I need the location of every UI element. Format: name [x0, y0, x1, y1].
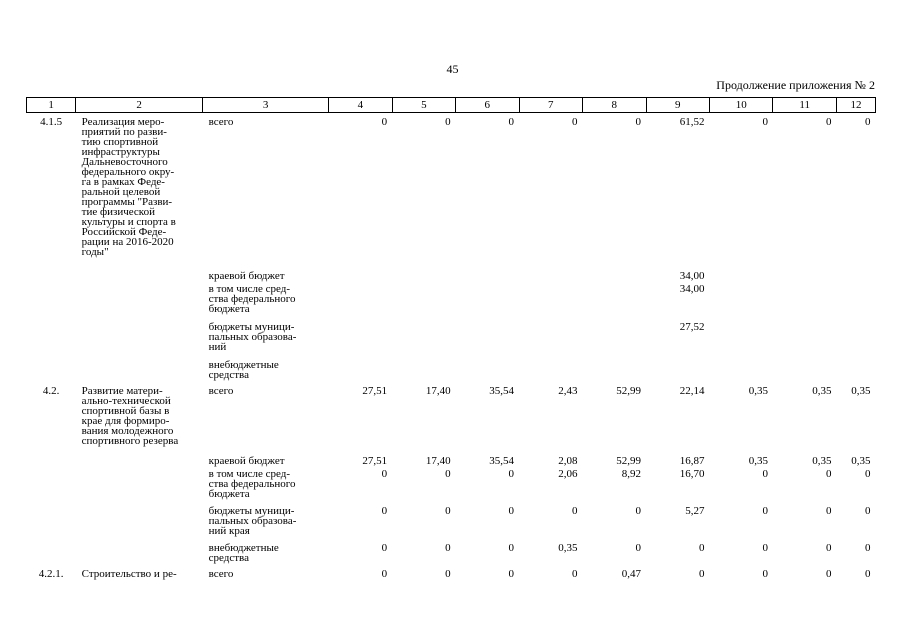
- value-cell: 0: [381, 567, 388, 580]
- value-cell: 0: [762, 467, 768, 480]
- value-cell: 0: [635, 504, 642, 517]
- budget-table: [26, 97, 876, 583]
- row-code: [27, 360, 76, 386]
- col-header: 10: [710, 98, 773, 113]
- value-cell: [583, 322, 646, 360]
- row-name: [76, 271, 203, 284]
- table-row: [27, 386, 876, 456]
- value-cell: 0: [508, 504, 515, 517]
- value-cell: 0: [381, 467, 388, 480]
- col-header: 7: [519, 98, 582, 113]
- value-cell: 17,40: [425, 454, 451, 467]
- value-cell: 0: [865, 116, 871, 128]
- value-cell: 0: [699, 567, 705, 580]
- funding-source: краевой бюджет: [208, 269, 285, 282]
- table-row: [27, 456, 876, 469]
- value-cell: 0: [825, 504, 832, 517]
- value-cell: [710, 322, 773, 360]
- value-cell: [583, 271, 646, 284]
- value-cell: 0: [508, 541, 515, 554]
- col-header: 9: [646, 98, 709, 113]
- value-cell: 0,35: [812, 384, 832, 397]
- value-cell: 0,35: [748, 384, 768, 397]
- table-row: [27, 543, 876, 569]
- value-cell: 0: [865, 541, 871, 554]
- value-cell: [392, 322, 455, 360]
- value-cell: [519, 360, 582, 386]
- funding-source: бюджеты муници- пальных образова- ний края: [208, 504, 297, 537]
- value-cell: [836, 284, 875, 322]
- value-cell: [710, 360, 773, 386]
- value-cell: 35,54: [489, 454, 515, 467]
- page-number: 45: [446, 62, 459, 76]
- col-header: 8: [583, 98, 646, 113]
- row-name: [76, 284, 203, 322]
- table-row: [27, 284, 876, 322]
- col-header: 1: [27, 98, 76, 113]
- funding-source: всего: [208, 384, 234, 397]
- value-cell: [329, 360, 392, 386]
- col-header: 5: [392, 98, 455, 113]
- row-code: 4.1.5: [40, 116, 63, 128]
- value-cell: [836, 322, 875, 360]
- value-cell: 0: [381, 116, 388, 128]
- row-code: [27, 543, 76, 569]
- value-cell: 2,08: [558, 454, 578, 467]
- funding-source: внебюджетные средства: [208, 358, 279, 381]
- col-header: 3: [203, 98, 329, 113]
- value-cell: 0,35: [748, 454, 768, 467]
- value-cell: 27,51: [362, 454, 388, 467]
- value-cell: 61,52: [679, 116, 705, 128]
- value-cell: 35,54: [489, 384, 515, 397]
- value-cell: 0: [445, 567, 451, 580]
- value-cell: 0,35: [558, 541, 578, 554]
- value-cell: 0: [572, 504, 578, 517]
- value-cell: [392, 284, 455, 322]
- value-cell: [773, 360, 836, 386]
- value-cell: 16,70: [679, 467, 705, 480]
- value-cell: [456, 271, 519, 284]
- value-cell: 0: [572, 567, 578, 580]
- value-cell: 22,14: [679, 384, 705, 397]
- row-name: [76, 322, 203, 360]
- value-cell: [519, 271, 582, 284]
- col-header: 6: [456, 98, 519, 113]
- value-cell: 34,00: [679, 269, 705, 282]
- value-cell: 0: [699, 541, 705, 554]
- value-cell: [519, 322, 582, 360]
- row-name: Строительство и ре-: [81, 567, 177, 580]
- value-cell: 52,99: [616, 384, 642, 397]
- value-cell: 0: [445, 116, 451, 128]
- row-name: Развитие матери- ально-технической спортивной базы в крае для формиро- вания молодежного спортивного резерва: [81, 384, 179, 447]
- value-cell: [329, 271, 392, 284]
- value-cell: [836, 360, 875, 386]
- value-cell: [710, 271, 773, 284]
- funding-source: в том числе сред- ства федерального бюджета: [208, 282, 296, 315]
- value-cell: [583, 284, 646, 322]
- table-row: [27, 569, 876, 583]
- header-row: [27, 98, 876, 113]
- row-name: [76, 360, 203, 386]
- value-cell: 0: [762, 541, 768, 554]
- value-cell: [773, 271, 836, 284]
- value-cell: 0: [445, 541, 451, 554]
- value-cell: 0: [508, 467, 515, 480]
- value-cell: 0: [865, 567, 871, 580]
- value-cell: 0: [865, 504, 871, 517]
- funding-source: в том числе сред- ства федерального бюджета: [208, 467, 296, 500]
- row-code: [27, 456, 76, 469]
- col-header: 2: [76, 98, 203, 113]
- value-cell: 0: [508, 567, 515, 580]
- value-cell: 0: [762, 567, 768, 580]
- table-row: [27, 506, 876, 543]
- continuation-note: Продолжение приложения № 2: [716, 78, 875, 92]
- table-row: [27, 360, 876, 386]
- value-cell: 0: [635, 541, 642, 554]
- value-cell: [456, 284, 519, 322]
- funding-source: всего: [208, 567, 234, 580]
- row-code: [27, 284, 76, 322]
- table-row: [27, 113, 876, 271]
- row-code: 4.2.: [42, 384, 60, 397]
- value-cell: 0: [445, 467, 451, 480]
- value-cell: 0: [381, 541, 388, 554]
- value-cell: [392, 271, 455, 284]
- row-code: [27, 322, 76, 360]
- value-cell: 0,35: [851, 384, 871, 397]
- value-cell: 0: [508, 116, 515, 128]
- value-cell: [773, 322, 836, 360]
- funding-source: бюджеты муници- пальных образова- ний: [208, 320, 297, 353]
- value-cell: [519, 284, 582, 322]
- value-cell: [456, 322, 519, 360]
- row-name: [76, 469, 203, 506]
- table-row: [27, 271, 876, 284]
- value-cell: 0: [825, 567, 832, 580]
- col-header: 11: [773, 98, 836, 113]
- value-cell: 0: [825, 467, 832, 480]
- value-cell: 27,51: [362, 384, 388, 397]
- row-code: [27, 506, 76, 543]
- value-cell: 52,99: [616, 454, 642, 467]
- row-name: [76, 456, 203, 469]
- value-cell: [329, 322, 392, 360]
- value-cell: 0: [865, 467, 871, 480]
- table-row: [27, 322, 876, 360]
- row-code: 4.2.1.: [38, 567, 64, 580]
- value-cell: 0: [825, 116, 832, 128]
- value-cell: 34,00: [679, 282, 705, 295]
- value-cell: 2,43: [558, 384, 578, 397]
- funding-source: внебюджетные средства: [208, 541, 279, 564]
- col-header: 4: [329, 98, 392, 113]
- value-cell: [329, 284, 392, 322]
- value-cell: 5,27: [685, 504, 705, 517]
- row-code: [27, 271, 76, 284]
- value-cell: [710, 284, 773, 322]
- value-cell: 0,35: [851, 454, 871, 467]
- value-cell: [836, 271, 875, 284]
- row-name: [76, 506, 203, 543]
- value-cell: 0: [635, 116, 642, 128]
- value-cell: [392, 360, 455, 386]
- col-header: 12: [836, 98, 875, 113]
- value-cell: 0: [572, 116, 578, 128]
- value-cell: [773, 284, 836, 322]
- funding-source: всего: [208, 116, 234, 128]
- row-name: Реализация меро- приятий по разви- тию спортивной инфраструктуры Дальневосточного федерального окру- га в рамках Феде- ральной целевой программы "Разви- тие физической культуры и спорта в Российской Феде- рации на 2016-2020 годы": [81, 116, 176, 258]
- value-cell: 0,47: [621, 567, 642, 580]
- value-cell: 8,92: [621, 467, 642, 480]
- value-cell: [646, 360, 709, 386]
- value-cell: 2,06: [558, 467, 578, 480]
- value-cell: 27,52: [679, 320, 705, 333]
- value-cell: 16,87: [679, 454, 705, 467]
- value-cell: 0: [381, 504, 388, 517]
- row-code: [27, 469, 76, 506]
- table-row: [27, 469, 876, 506]
- value-cell: 17,40: [425, 384, 451, 397]
- value-cell: 0: [762, 504, 768, 517]
- value-cell: [456, 360, 519, 386]
- value-cell: 0,35: [812, 454, 832, 467]
- value-cell: [583, 360, 646, 386]
- value-cell: 0: [762, 116, 768, 128]
- row-name: [76, 543, 203, 569]
- value-cell: 0: [445, 504, 451, 517]
- value-cell: 0: [825, 541, 832, 554]
- funding-source: краевой бюджет: [208, 454, 285, 467]
